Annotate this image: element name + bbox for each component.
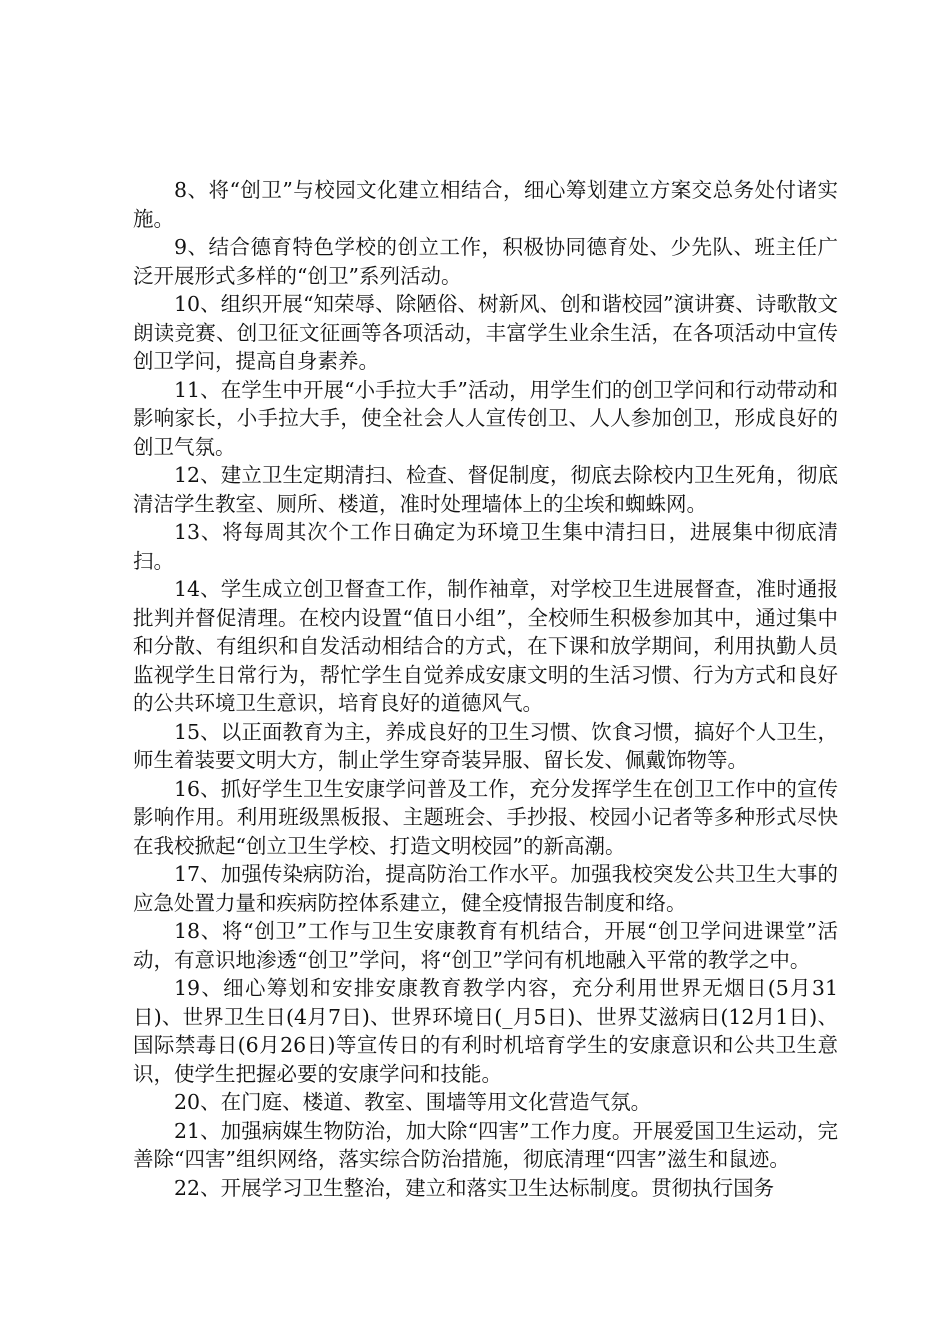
paragraph-item-22: 22、开展学习卫生整治，建立和落实卫生达标制度。贯彻执行国务 (174, 1175, 775, 1200)
paragraph-item-21: 21、加强病媒生物防治，加大除“四害”工作力度。开展爱国卫生运动，完善除“四害”组织网络，落实综合防治措施，彻底清理“四害”滋生和鼠迹。 (133, 1118, 838, 1171)
paragraph-item-10: 10、组织开展“知荣辱、除陋俗、树新风、创和谐校园”演讲赛、诗歌散文朗读竞赛、创卫征文征画等各项活动，丰富学生业余生活，在各项活动中宣传创卫学问，提高自身素养。 (133, 292, 838, 373)
paragraph-item-13: 13、将每周其次个工作日确定为环境卫生集中清扫日，进展集中彻底清扫。 (133, 520, 838, 573)
paragraph-item-8: 8、将“创卫”与校园文化建立相结合，细心筹划建立方案交总务处付诸实施。 (133, 178, 838, 231)
paragraph-item-9: 9、结合德育特色学校的创立工作，积极协同德育处、少先队、班主任广泛开展形式多样的“创卫”系列活动。 (133, 235, 838, 288)
paragraph-item-11: 11、在学生中开展“小手拉大手”活动，用学生们的创卫学问和行动带动和影响家长，小手拉大手，使全社会人人宣传创卫、人人参加创卫，形成良好的创卫气氛。 (133, 377, 838, 459)
paragraph-item-17: 17、加强传染病防治，提高防治工作水平。加强我校突发公共卫生大事的应急处置力量和疾病防控体系建立，健全疫情报告制度和络。 (133, 862, 838, 915)
paragraph-item-20: 20、在门庭、楼道、教室、围墙等用文化营造气氛。 (174, 1090, 652, 1114)
paragraph-item-15: 15、以正面教育为主，养成良好的卫生习惯、饮食习惯，搞好个人卫生，师生着装要文明大方，制止学生穿奇装异服、留长发、佩戴饰物等。 (133, 719, 838, 772)
paragraph-item-12: 12、建立卫生定期清扫、检查、督促制度，彻底去除校内卫生死角，彻底清洁学生教室、厕所、楼道，准时处理墙体上的尘埃和蜘蛛网。 (133, 463, 838, 516)
paragraph-item-14: 14、学生成立创卫督查工作，制作袖章，对学校卫生进展督查，准时通报批判并督促清理。在校内设置“值日小组”，全校师生积极参加其中，通过集中和分散、有组织和自发活动相结合的方式，在下课和放学期间，利用执勤人员监视学生日常行为，帮忙学生自觉养成安康文明的生活习惯、行为方式和良好的公共环境卫生意识，培育良好的道德风气。 (133, 577, 838, 715)
paragraph-item-19: 19、细心筹划和安排安康教育教学内容，充分利用世界无烟日(5月31日)、世界卫生日(4月7日)、世界环境日(_月5日)、世界艾滋病日(12月1日)、国际禁毒日(6月26日)等宣传日的有利时机培育学生的安康意识和公共卫生意识，使学生把握必要的安康学问和技能。 (133, 976, 838, 1086)
paragraph-item-18: 18、将“创卫”工作与卫生安康教育有机结合，开展“创卫学问进课堂”活动，有意识地渗透“创卫”学问，将“创卫”学问有机地融入平常的教学之中。 (133, 919, 838, 972)
paragraph-item-16: 16、抓好学生卫生安康学问普及工作，充分发挥学生在创卫工作中的宣传影响作用。利用班级黑板报、主题班会、手抄报、校园小记者等多种形式尽快在我校掀起“创立卫生学校、打造文明校园”的新高潮。 (133, 776, 838, 858)
document-body (133, 176, 838, 1202)
